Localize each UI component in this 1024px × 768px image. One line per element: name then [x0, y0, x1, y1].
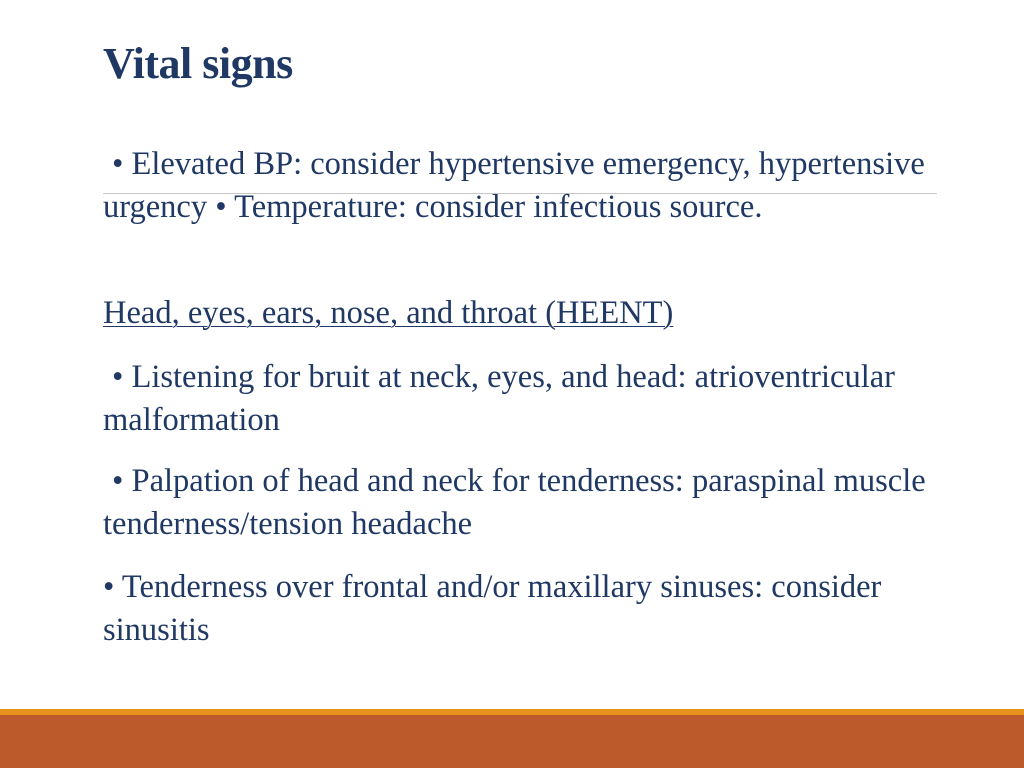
heent-heading: Head, eyes, ears, nose, and throat (HEENT)	[103, 295, 674, 331]
slide-title: Vital signs	[103, 39, 293, 88]
footer-bar	[0, 715, 1024, 768]
paragraph-bruit	[103, 356, 943, 442]
paragraph-sinus-tenderness: • Tenderness over frontal and/or maxillary sinuses: consider sinusitis	[103, 569, 882, 648]
paragraph-text: • Palpation of head and neck for tenderness: paraspinal muscle tenderness/tension headache	[103, 463, 926, 542]
paragraph-vital-signs-bullets	[103, 143, 943, 229]
paragraph-text: • Elevated BP: consider hypertensive emergency, hypertensive urgency • Temperature: consider infectious source.	[103, 146, 925, 225]
paragraph-text: • Listening for bruit at neck, eyes, and head: atrioventricular malformation	[103, 359, 895, 438]
paragraph-palpation	[103, 460, 943, 546]
